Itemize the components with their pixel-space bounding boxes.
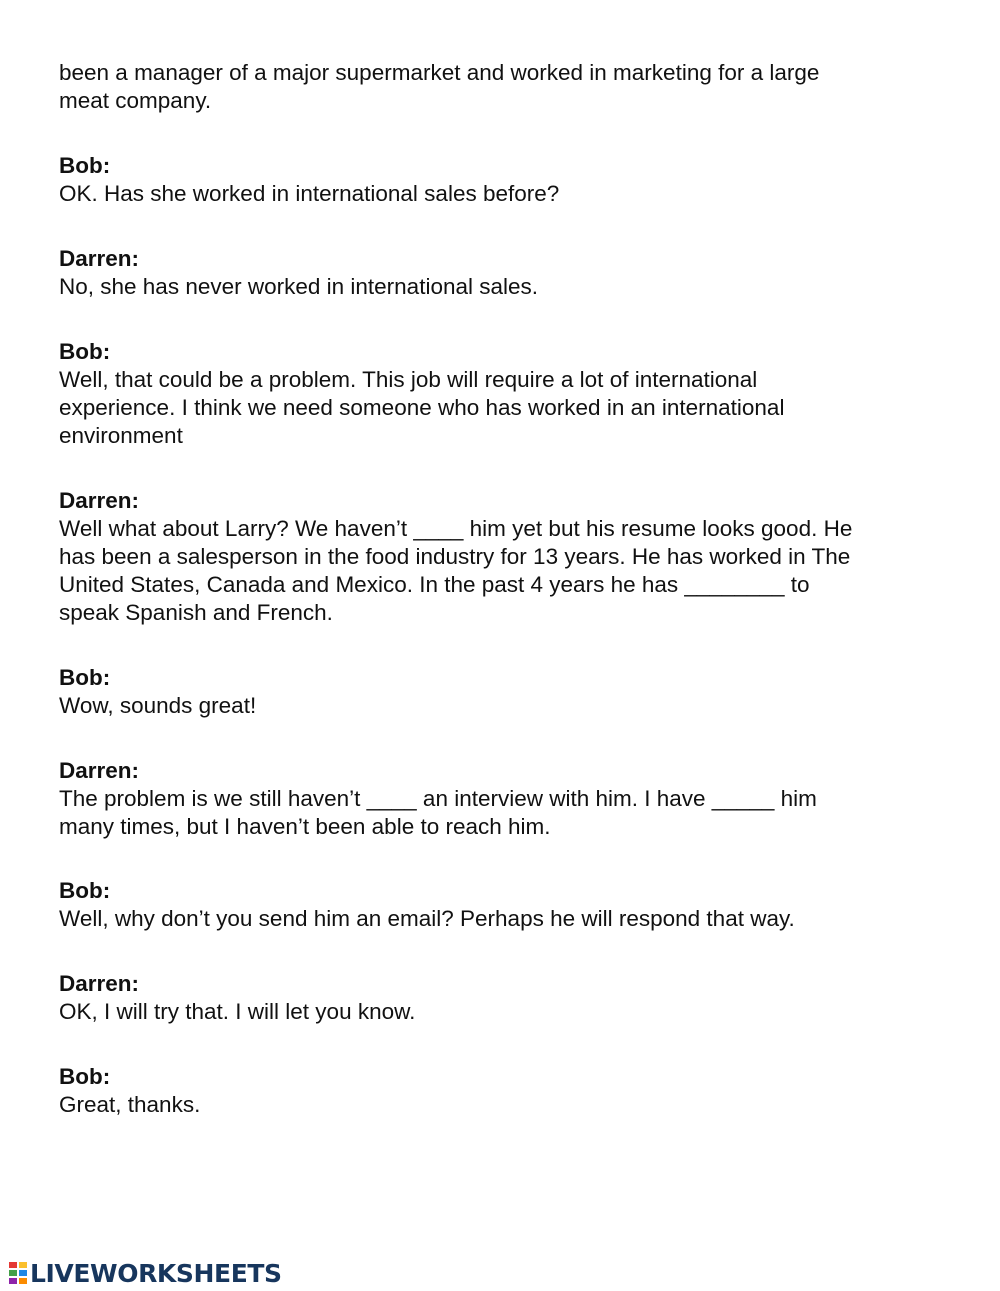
speaker-name: Darren: — [59, 488, 140, 513]
logo-block — [8, 1277, 18, 1285]
speaker-name: Bob: — [59, 665, 111, 690]
dialogue-line: OK, I will try that. I will let you know. — [59, 999, 416, 1024]
dialogue-line: Well what about Larry? We haven’t ____ him yet but his resume looks good. He — [59, 516, 853, 541]
speaker-name: Bob: — [59, 153, 111, 178]
dialogue-line: has been a salesperson in the food industry for 13 years. He has worked in The — [59, 544, 851, 569]
dialogue-line: Wow, sounds great! — [59, 693, 257, 718]
liveworksheets-logo — [8, 1258, 282, 1288]
speaker-name: Bob: — [59, 878, 111, 903]
logo-block — [18, 1277, 28, 1285]
brand-name: LIVEWORKSHEETS — [30, 1258, 282, 1288]
speaker-name: Darren: — [59, 971, 140, 996]
dialogue-line: environment — [59, 423, 183, 448]
dialogue-turn — [59, 877, 939, 933]
dialogue-line: United States, Canada and Mexico. In the past 4 years he has ________ to — [59, 572, 810, 597]
dialogue-turn — [59, 1063, 939, 1119]
dialogue-turn — [59, 152, 939, 208]
dialogue-turn — [59, 757, 939, 841]
dialogue-line: Great, thanks. — [59, 1092, 201, 1117]
dialogue-line: speak Spanish and French. — [59, 600, 333, 625]
intro-line: meat company. — [59, 88, 212, 113]
dialogue-line: Well, why don’t you send him an email? Perhaps he will respond that way. — [59, 906, 795, 931]
intro-line: been a manager of a major supermarket and worked in marketing for a large — [59, 60, 820, 85]
speaker-name: Darren: — [59, 758, 140, 783]
dialogue-turn — [59, 970, 939, 1026]
dialogue-turn — [59, 338, 939, 450]
dialogue-turn — [59, 487, 939, 627]
logo-block — [18, 1261, 28, 1269]
logo-block — [8, 1261, 18, 1269]
speaker-name: Bob: — [59, 1064, 111, 1089]
intro-paragraph — [59, 59, 939, 115]
logo-block — [18, 1269, 28, 1277]
logo-block — [8, 1269, 18, 1277]
dialogue-turn — [59, 245, 939, 301]
dialogue-line: Well, that could be a problem. This job will require a lot of international — [59, 367, 758, 392]
dialogue-line: No, she has never worked in international sales. — [59, 274, 539, 299]
dialogue-line: The problem is we still haven’t ____ an interview with him. I have _____ him — [59, 786, 817, 811]
dialogue-line: experience. I think we need someone who has worked in an international — [59, 395, 785, 420]
dialogue-line: many times, but I haven’t been able to reach him. — [59, 814, 551, 839]
speaker-name: Darren: — [59, 246, 140, 271]
dialogue-line: OK. Has she worked in international sales before? — [59, 181, 560, 206]
liveworksheets-logo-icon — [8, 1261, 28, 1285]
dialogue-turn — [59, 664, 939, 720]
speaker-name: Bob: — [59, 339, 111, 364]
